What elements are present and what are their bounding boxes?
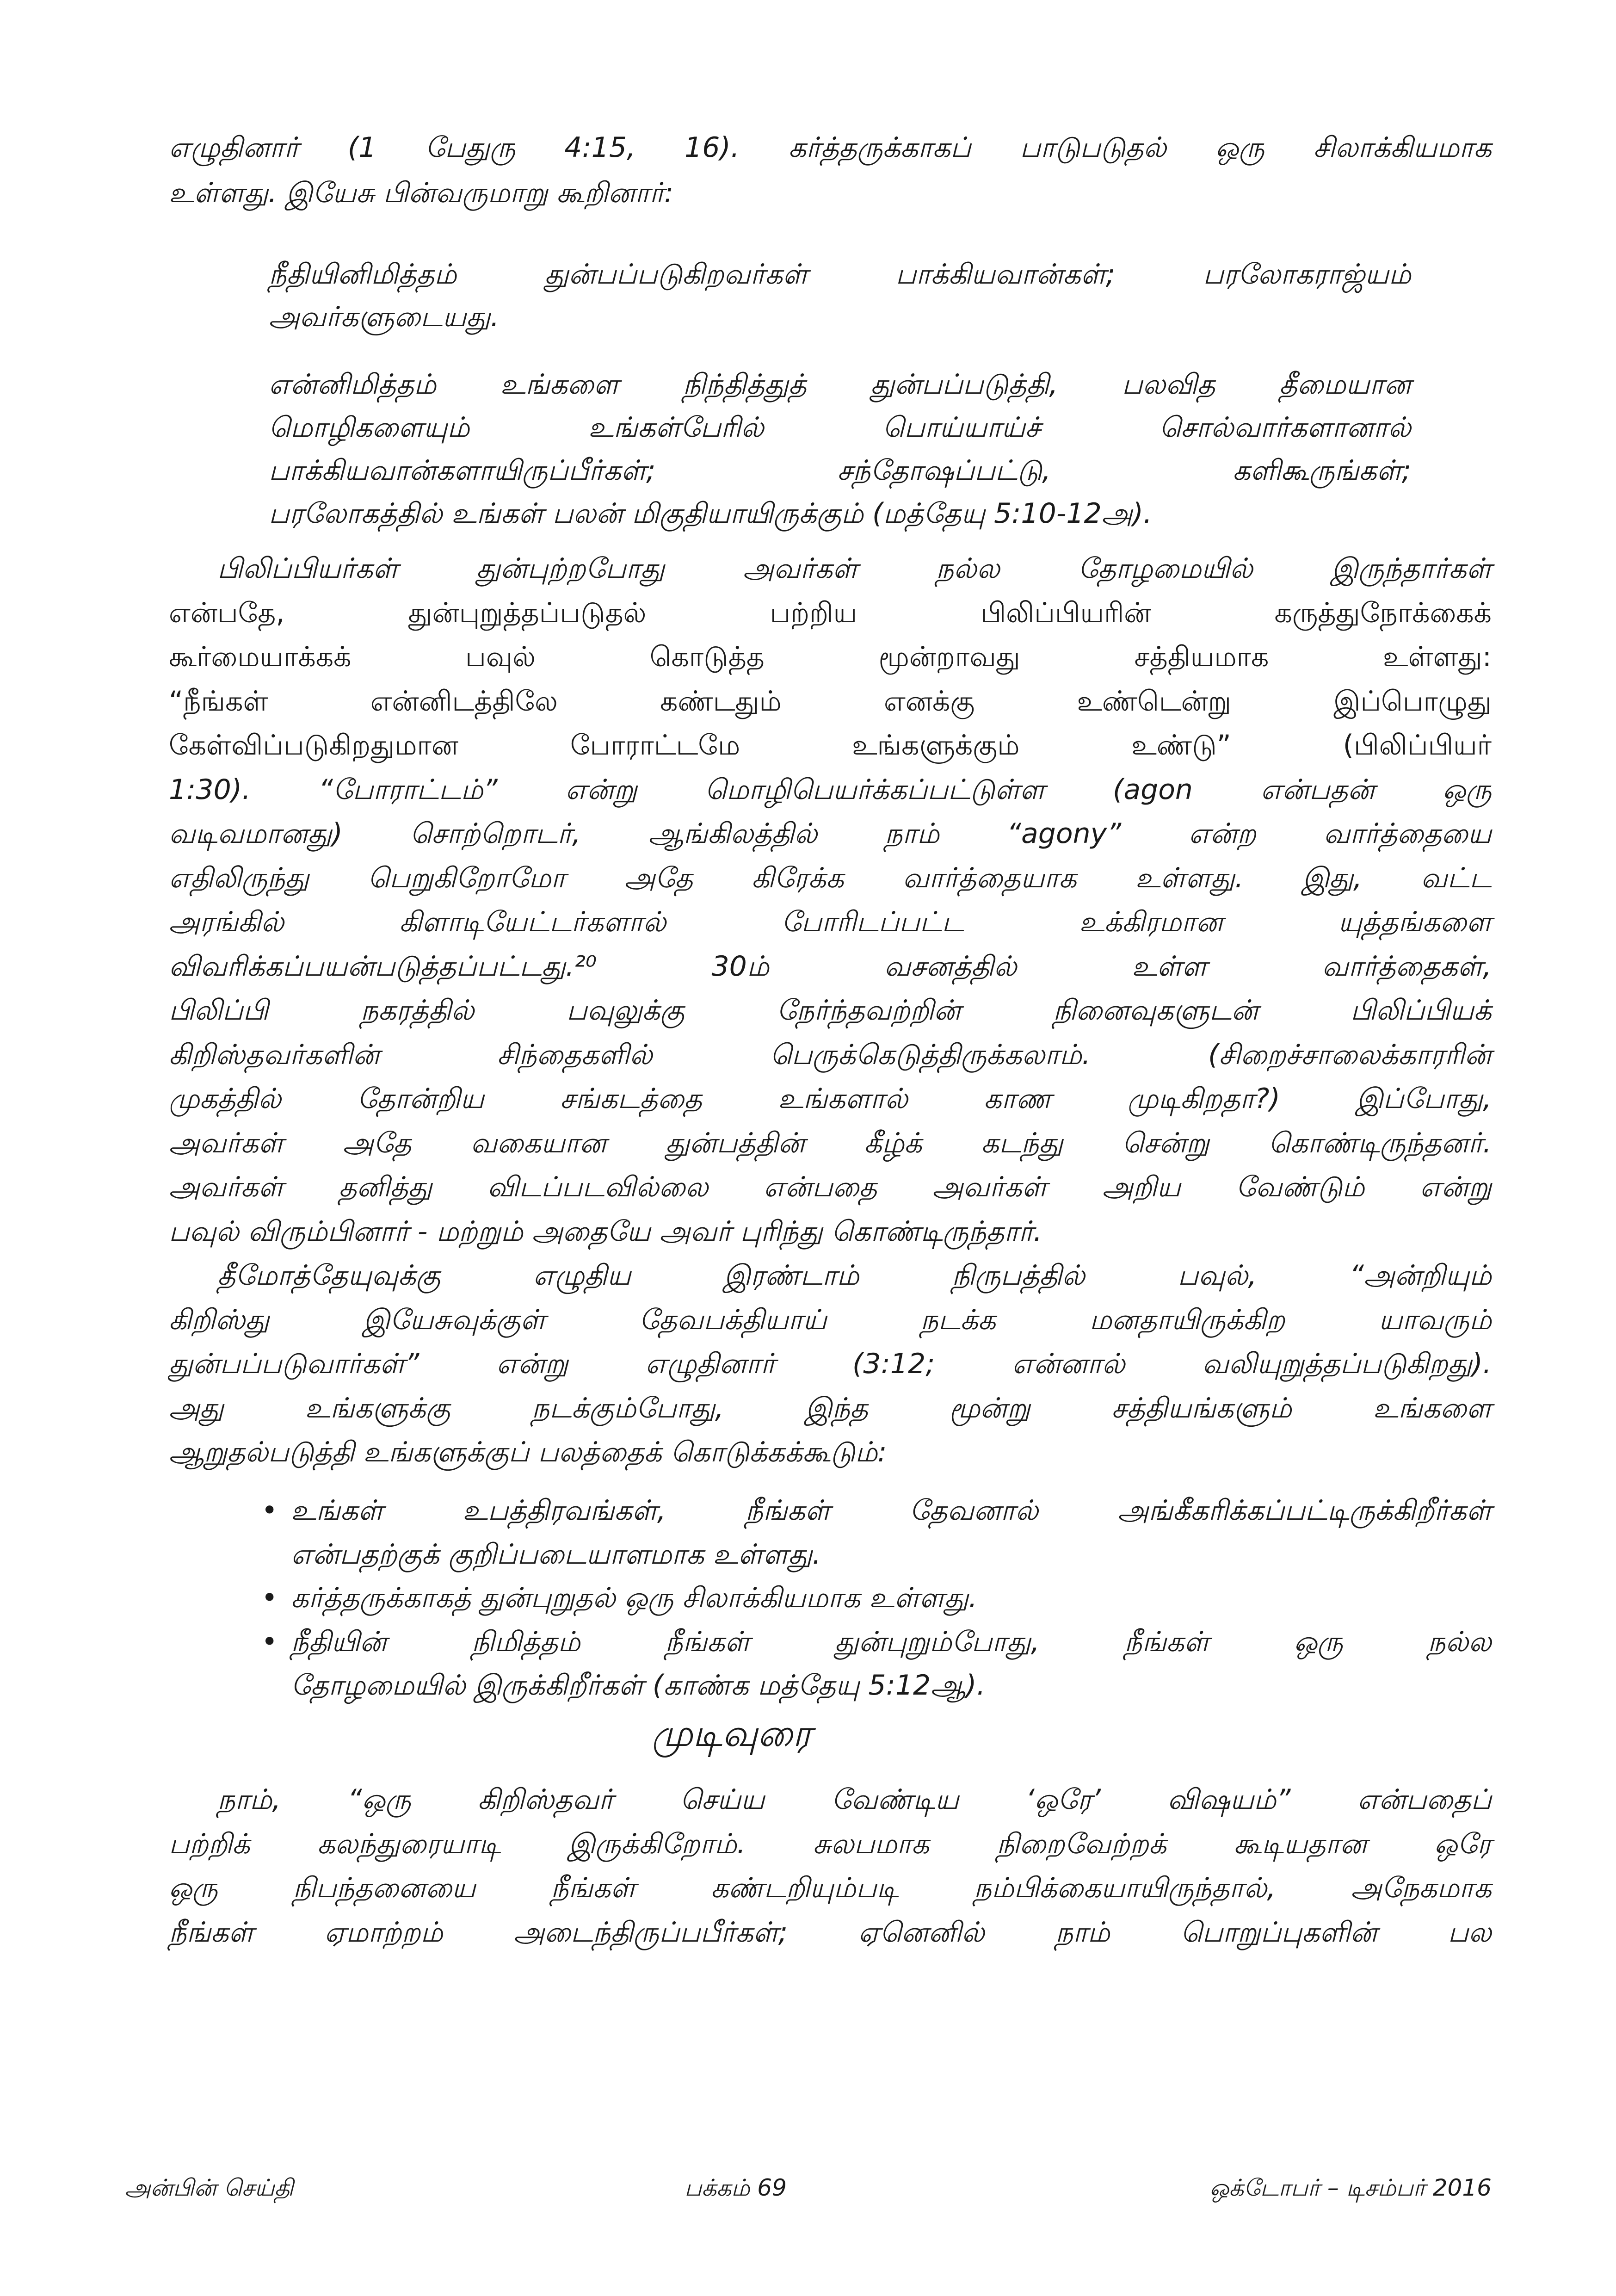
- text-line: முகத்தில் தோன்றிய சங்கடத்தை உங்களால் காண முடிகிறதா?) இப்போது,: [169, 1083, 1492, 1115]
- text-line: கிறிஸ்து இயேசுவுக்குள் தேவபக்தியாய் நடக்க மனதாயிருக்கிற யாவரும்: [169, 1303, 1492, 1336]
- paragraph-timothy: [169, 1254, 1492, 1475]
- text-line: கேள்விப்படுகிறதுமான போராட்டமே உங்களுக்கும் உண்டு” (பிலிப்பியர்: [169, 729, 1492, 761]
- text-line: கூர்மையாக்கக் பவுல் கொடுத்த மூன்றாவது சத்தியமாக உள்ளது:: [169, 641, 1492, 673]
- text-line: தீமோத்தேயுவுக்கு எழுதிய இரண்டாம் நிருபத்தில் பவுல், “அன்றியும்: [217, 1259, 1492, 1292]
- text-line: நீதியின் நிமித்தம் நீங்கள் துன்புறும்போது, நீங்கள் ஒரு நல்ல: [291, 1625, 1492, 1658]
- footer-page-number: பக்கம் 69: [685, 2174, 787, 2201]
- bullet-dot-icon: •: [261, 1494, 278, 1527]
- block-quote-2: [269, 363, 1411, 535]
- bullet-text: [291, 1489, 1492, 1576]
- text-line: 1:30). “போராட்டம்” என்று மொழிபெயர்க்கப்பட்டுள்ள (agon என்பதன் ஒரு: [169, 773, 1492, 806]
- text-line: பிலிப்பி நகரத்தில் பவுலுக்கு நேர்ந்தவற்றின் நினைவுகளுடன் பிலிப்பியக்: [169, 994, 1492, 1027]
- text-line: கிறிஸ்தவர்களின் சிந்தைகளில் பெருக்கெடுத்திருக்கலாம். (சிறைச்சாலைக்காரரின்: [169, 1038, 1492, 1071]
- text-line: எழுதினார் (1 பேதுரு 4:15, 16). கர்த்தருக்காகப் பாடுபடுதல் ஒரு சிலாக்கியமாக: [169, 131, 1492, 164]
- text-line: தோழமையில் இருக்கிறீர்கள் (காண்க மத்தேயு 5:12ஆ).: [291, 1669, 986, 1702]
- bullet-dot-icon: •: [261, 1582, 278, 1614]
- intro-paragraph: [169, 125, 1492, 216]
- bullet-list: [261, 1489, 1492, 1708]
- text-line: பாக்கியவான்களாயிருப்பீர்கள்; சந்தோஷப்பட்டு, களிகூருங்கள்;: [269, 454, 1411, 487]
- text-line: அரங்கில் கிளாடியேட்டர்களால் போரிடப்பட்ட உக்கிரமான யுத்தங்களை: [169, 906, 1492, 938]
- text-line: உங்கள் உபத்திரவங்கள், நீங்கள் தேவனால் அங்கீகரிக்கப்பட்டிருக்கிறீர்கள்: [291, 1494, 1492, 1527]
- text-line: என்பதே, துன்புறுத்தப்படுதல் பற்றிய பிலிப்பியரின் கருத்துநோக்கைக்: [169, 596, 1492, 629]
- text-line: ஒரு நிபந்தனையை நீங்கள் கண்டறியும்படி நம்பிக்கையாயிருந்தால், அநேகமாக: [169, 1872, 1492, 1904]
- bullet-text: [291, 1576, 1492, 1620]
- bullet-item: [261, 1489, 1492, 1576]
- text-line: அவர்கள் அதே வகையான துன்பத்தின் கீழ்க் கடந்து சென்று கொண்டிருந்தனர்.: [169, 1126, 1492, 1159]
- page-footer: [125, 2174, 1492, 2207]
- text-line: கர்த்தருக்காகத் துன்புறுதல் ஒரு சிலாக்கியமாக உள்ளது.: [291, 1582, 978, 1614]
- bullet-text: [291, 1620, 1492, 1708]
- bullet-dot-icon: •: [261, 1625, 278, 1658]
- text-line: நீதியினிமித்தம் துன்பப்படுகிறவர்கள் பாக்கியவான்கள்; பரலோகராஜ்யம்: [269, 258, 1411, 291]
- text-line: பற்றிக் கலந்துரையாடி இருக்கிறோம். சுலபமாக நிறைவேற்றக் கூடியதான ஒரே: [169, 1827, 1492, 1860]
- footer-publication-name: அன்பின் செய்தி: [125, 2174, 294, 2201]
- text-line: விவரிக்கப்பயன்படுத்தப்பட்டது.²⁰ 30ம் வசனத்தில் உள்ள வார்த்தைகள்,: [169, 950, 1492, 983]
- text-line: நீங்கள் ஏமாற்றம் அடைந்திருப்பபீர்கள்; ஏனெனில் நாம் பொறுப்புகளின் பல: [169, 1916, 1492, 1949]
- paragraph-philippians: [169, 547, 1492, 1254]
- footer-issue-date: ஒக்டோபர் – டிசம்பர் 2016: [1209, 2174, 1492, 2201]
- text-line: பவுல் விரும்பினார் - மற்றும் அதையே அவர் புரிந்து கொண்டிருந்தார்.: [169, 1215, 1042, 1248]
- text-line: பரலோகத்தில் உங்கள் பலன் மிகுதியாயிருக்கும் (மத்தேயு 5:10-12அ).: [269, 497, 1152, 530]
- paragraph-conclusion: [169, 1778, 1492, 1955]
- block-quote-1: [269, 253, 1411, 338]
- bullet-item: [261, 1576, 1492, 1620]
- text-line: உள்ளது. இயேசு பின்வருமாறு கூறினார்:: [169, 177, 674, 209]
- bullet-item: [261, 1620, 1492, 1708]
- text-line: நாம், “ஒரு கிறிஸ்தவர் செய்ய வேண்டிய ‘ஒரே’ விஷயம்” என்பதைப்: [217, 1783, 1492, 1816]
- text-line: ஆறுதல்படுத்தி உங்களுக்குப் பலத்தைக் கொடுக்கக்கூடும்:: [169, 1436, 887, 1468]
- text-line: என்னிமித்தம் உங்களை நிந்தித்துத் துன்பப்படுத்தி, பலவித தீமையான: [269, 368, 1411, 401]
- text-line: என்பதற்குக் குறிப்படையாளமாக உள்ளது.: [291, 1538, 821, 1571]
- section-heading: முடிவுரை: [651, 1712, 812, 1755]
- text-line: அது உங்களுக்கு நடக்கும்போது, இந்த மூன்று சத்தியங்களும் உங்களை: [169, 1392, 1492, 1424]
- text-line: அவர்களுடையது.: [269, 301, 500, 333]
- text-line: எதிலிருந்து பெறுகிறோமோ அதே கிரேக்க வார்த்தையாக உள்ளது. இது, வட்ட: [169, 861, 1492, 894]
- text-line: வடிவமானது) சொற்றொடர், ஆங்கிலத்தில் நாம் “agony” என்ற வார்த்தையை: [169, 817, 1492, 850]
- text-line: மொழிகளையும் உங்கள்பேரில் பொய்யாய்ச் சொல்வார்களானால்: [269, 411, 1411, 444]
- text-line: அவர்கள் தனித்து விடப்படவில்லை என்பதை அவர்கள் அறிய வேண்டும் என்று: [169, 1171, 1492, 1203]
- text-line: துன்பப்படுவார்கள்” என்று எழுதினார் (3:12; என்னால் வலியுறுத்தப்படுகிறது).: [169, 1348, 1492, 1380]
- text-line: பிலிப்பியர்கள் துன்புற்றபோது அவர்கள் நல்ல தோழமையில் இருந்தார்கள்: [217, 552, 1492, 585]
- text-line: “நீங்கள் என்னிடத்திலே கண்டதும் எனக்கு உண்டென்று இப்பொழுது: [169, 685, 1492, 718]
